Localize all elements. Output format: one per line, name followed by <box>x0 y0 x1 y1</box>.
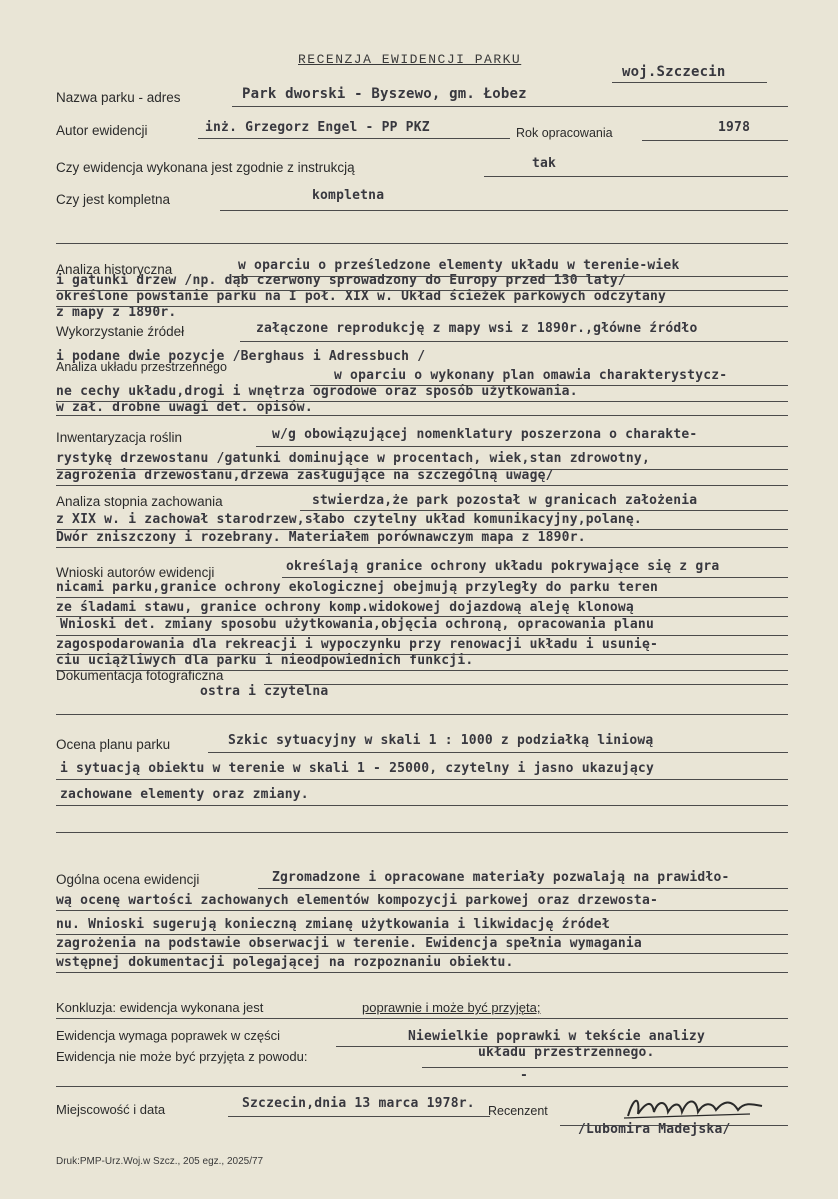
conclusion-label: Konkluzja: ewidencja wykonana jest <box>56 1000 264 1015</box>
historical-line: określone powstanie parku na I poł. XIX w. Układ ścieżek parkowych odczytany <box>56 289 667 304</box>
photo-label: Dokumentacja fotograficzna <box>56 668 224 683</box>
preservation-label: Analiza stopnia zachowania <box>56 494 223 509</box>
author-value: inż. Grzegorz Engel - PP PKZ <box>205 120 430 135</box>
overall-line: Zgromadzone i opracowane materiały pozwalają na prawidło- <box>272 870 730 885</box>
historical-line: z mapy z 1890r. <box>56 305 177 320</box>
instruction-value: tak <box>532 156 557 171</box>
form-title: RECENZJA EWIDENCJI PARKU <box>298 52 522 67</box>
reviewer-label: Recenzent <box>488 1104 548 1118</box>
photo-value: ostra i czytelna <box>200 684 329 699</box>
place-label: Miejscowość i data <box>56 1102 166 1117</box>
overall-label: Ogólna ocena ewidencji <box>56 872 200 887</box>
complete-value: kompletna <box>312 188 385 203</box>
reject-label: Ewidencja nie może być przyjęta z powodu: <box>56 1049 308 1064</box>
print-info: Druk:PMP-Urz.Woj.w Szcz., 205 egz., 2025/77 <box>56 1156 264 1167</box>
voivodeship: woj.Szczecin <box>622 64 726 80</box>
plan-label: Ocena planu parku <box>56 737 171 752</box>
author-label: Autor ewidencji <box>56 123 148 138</box>
conclusions-line: określają granice ochrony układu pokrywające się z gra <box>286 559 720 574</box>
conclusions-line: Wnioski det. zmiany sposobu użytkowania,objęcia ochroną, opracowania planu <box>60 617 654 632</box>
conclusions-line: ze śladami stawu, granice ochrony komp.widokowej dojazdową aleję klonową <box>56 600 634 615</box>
corrections-line: Niewielkie poprawki w tekście analizy <box>408 1029 705 1044</box>
plan-line: Szkic sytuacyjny w skali 1 : 1000 z podziałką liniową <box>228 733 654 748</box>
corrections-line: układu przestrzennego. <box>478 1045 655 1060</box>
inventory-line: zagrożenia drzewostanu,drzewa zasługujące na szczególną uwagę/ <box>56 468 554 483</box>
spatial-line: ne cechy układu,drogi i wnętrza ogrodowe oraz sposób użytkowania. <box>56 384 578 399</box>
reviewer-name: /Lubomira Madejska/ <box>578 1122 731 1137</box>
park-name-value: Park dworski - Byszewo, gm. Łobez <box>242 86 527 102</box>
inventory-label: Inwentaryzacja roślin <box>56 430 183 445</box>
sources-line: i podane dwie pozycje /Berghaus i Adressbuch / <box>56 349 426 364</box>
preservation-line: Dwór zniszczony i rozebrany. Materiałem porównawczym mapa z 1890r. <box>56 530 586 545</box>
historical-line: w oparciu o prześledzone elementy układu w terenie-wiek <box>238 258 680 273</box>
conclusion-value: poprawnie i może być przyjęta; <box>362 1000 541 1015</box>
complete-label: Czy jest kompletna <box>56 192 171 207</box>
year-label: Rok opracowania <box>516 126 613 140</box>
park-name-label: Nazwa parku - adres <box>56 90 181 105</box>
overall-line: wstępnej dokumentacji polegającej na rozpoznaniu obiektu. <box>56 955 514 970</box>
conclusions-line: ciu uciążliwych dla parku i nieodpowiednich funkcji. <box>56 653 474 668</box>
conclusions-line: nicami parku,granice ochrony ekologicznej obejmują przyległy do parku teren <box>56 580 658 595</box>
year-value: 1978 <box>718 120 751 135</box>
preservation-line: z XIX w. i zachował starodrzew,słabo czytelny układ komunikacyjny,polanę. <box>56 512 642 527</box>
instruction-label: Czy ewidencja wykonana jest zgodnie z instrukcją <box>56 160 355 175</box>
overall-line: nu. Wnioski sugerują konieczną zmianę użytkowania i likwidację źródeł <box>56 917 610 932</box>
inventory-line: w/g obowiązującej nomenklatury poszerzona o charakte- <box>272 427 698 442</box>
spatial-line: w oparciu o wykonany plan omawia charakterystycz- <box>334 368 728 383</box>
reject-value: - <box>520 1068 529 1083</box>
spatial-line: w zał. drobne uwagi det. opisów. <box>56 400 313 415</box>
place-value: Szczecin,dnia 13 marca 1978r. <box>242 1096 475 1111</box>
overall-line: zagrożenia na podstawie obserwacji w terenie. Ewidencja spełnia wymagania <box>56 936 642 951</box>
conclusions-line: zagospodarowania dla rekreacji i wypoczynku przy renowacji układu i usunię- <box>56 637 658 652</box>
signature-scribble <box>620 1092 770 1124</box>
corrections-label: Ewidencja wymaga poprawek w części <box>56 1028 280 1043</box>
spatial-label: Analiza układu przestrzennego <box>56 360 227 374</box>
inventory-line: rystykę drzewostanu /gatunki dominujące w procentach, wiek,stan zdrowotny, <box>56 451 650 466</box>
overall-line: wą ocenę wartości zachowanych elementów kompozycji parkowej oraz drzewosta- <box>56 893 658 908</box>
plan-line: i sytuacją obiektu w terenie w skali 1 - 25000, czytelny i jasno ukazujący <box>60 761 654 776</box>
sources-line: załączone reprodukcję z mapy wsi z 1890r.,główne źródło <box>256 321 698 336</box>
sources-label: Wykorzystanie źródeł <box>56 324 185 339</box>
historical-line: i gatunki drzew /np. dąb czerwony sprowadzony do Europy przed 130 laty/ <box>56 273 626 288</box>
preservation-line: stwierdza,że park pozostał w granicach założenia <box>312 493 698 508</box>
historical-label: Analiza historyczna <box>56 262 173 277</box>
plan-line: zachowane elementy oraz zmiany. <box>60 787 309 802</box>
conclusions-label: Wnioski autorów ewidencji <box>56 565 215 580</box>
